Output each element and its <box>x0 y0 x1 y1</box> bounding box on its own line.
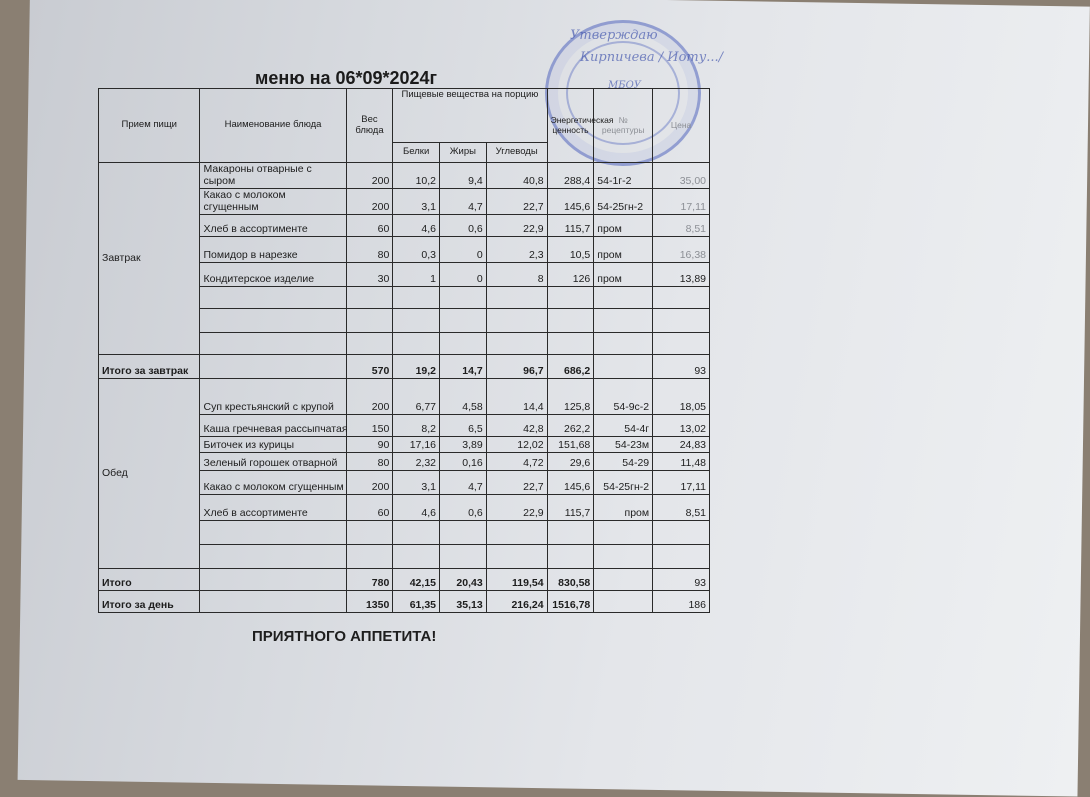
dish-fats: 3,89 <box>440 437 487 453</box>
header-energy: Энергетическая ценность <box>547 89 594 163</box>
meal-breakfast: Завтрак <box>99 163 200 355</box>
dish-price: 16,38 <box>653 237 710 263</box>
dish-name: Какао с молоком сгущенным <box>200 189 346 215</box>
dish-recipe: пром <box>594 263 653 287</box>
dish-energy: 145,6 <box>547 471 594 495</box>
dish-weight: 80 <box>346 453 393 471</box>
header-carbs: Углеводы <box>486 143 547 163</box>
signature-line-1: Утверждаю <box>570 28 658 43</box>
dish-weight: 150 <box>346 415 393 437</box>
dish-recipe: 54-23м <box>594 437 653 453</box>
header-price: Цена <box>653 89 710 163</box>
dish-price: 17,11 <box>653 189 710 215</box>
dish-proteins: 10,2 <box>393 163 440 189</box>
dish-fats: 4,7 <box>440 189 487 215</box>
header-nutrients: Пищевые вещества на порцию <box>393 89 547 143</box>
table-row <box>99 163 710 189</box>
dish-carbs: 22,7 <box>486 189 547 215</box>
menu-table <box>98 88 710 613</box>
dish-proteins: 4,6 <box>393 215 440 237</box>
dish-carbs: 8 <box>486 263 547 287</box>
menu-title: меню на 06*09*2024г <box>255 68 438 88</box>
stamp-ring-text: МБОУ <box>608 80 642 91</box>
dish-fats: 0,6 <box>440 215 487 237</box>
dish-carbs: 14,4 <box>486 379 547 415</box>
day-total-row <box>99 591 710 613</box>
dish-carbs: 22,9 <box>486 495 547 521</box>
total-fats: 35,13 <box>440 591 487 613</box>
total-proteins: 42,15 <box>393 569 440 591</box>
dish-proteins: 17,16 <box>393 437 440 453</box>
dish-fats: 0,16 <box>440 453 487 471</box>
day-total-label: Итого за день <box>99 591 200 613</box>
dish-energy: 145,6 <box>547 189 594 215</box>
dish-fats: 6,5 <box>440 415 487 437</box>
dish-weight: 200 <box>346 471 393 495</box>
dish-recipe: 54-29 <box>594 453 653 471</box>
meal-lunch: Обед <box>99 379 200 569</box>
dish-weight: 30 <box>346 263 393 287</box>
dish-energy: 10,5 <box>547 237 594 263</box>
dish-energy: 262,2 <box>547 415 594 437</box>
dish-price: 35,00 <box>653 163 710 189</box>
lunch-total-row <box>99 569 710 591</box>
dish-fats: 4,7 <box>440 471 487 495</box>
dish-price: 8,51 <box>653 215 710 237</box>
header-row-1 <box>99 89 710 143</box>
dish-proteins: 3,1 <box>393 189 440 215</box>
dish-carbs: 22,7 <box>486 471 547 495</box>
dish-carbs: 4,72 <box>486 453 547 471</box>
dish-name: Помидор в нарезке <box>200 237 346 263</box>
breakfast-total-row <box>99 355 710 379</box>
dish-proteins: 8,2 <box>393 415 440 437</box>
signature-line-2: Кирпичева / Иоту.../ <box>580 50 724 65</box>
dish-fats: 4,58 <box>440 379 487 415</box>
dish-carbs: 42,8 <box>486 415 547 437</box>
dish-name: Кондитерское изделие <box>200 263 346 287</box>
dish-name: Биточек из курицы <box>200 437 346 453</box>
breakfast-total-label: Итого за завтрак <box>99 355 200 379</box>
dish-name: Каша гречневая рассыпчатая <box>200 415 346 437</box>
total-carbs: 119,54 <box>486 569 547 591</box>
dish-recipe: пром <box>594 495 653 521</box>
dish-fats: 0 <box>440 237 487 263</box>
dish-weight: 90 <box>346 437 393 453</box>
dish-weight: 200 <box>346 163 393 189</box>
dish-price: 24,83 <box>653 437 710 453</box>
dish-energy: 125,8 <box>547 379 594 415</box>
total-fats: 14,7 <box>440 355 487 379</box>
dish-recipe: 54-1г-2 <box>594 163 653 189</box>
dish-weight: 60 <box>346 215 393 237</box>
dish-weight: 80 <box>346 237 393 263</box>
header-recipe: № рецептуры <box>594 89 653 163</box>
total-fats: 20,43 <box>440 569 487 591</box>
dish-carbs: 40,8 <box>486 163 547 189</box>
dish-proteins: 0,3 <box>393 237 440 263</box>
dish-carbs: 2,3 <box>486 237 547 263</box>
dish-proteins: 3,1 <box>393 471 440 495</box>
dish-name: Зеленый горошек отварной <box>200 453 346 471</box>
total-carbs: 96,7 <box>486 355 547 379</box>
dish-recipe: 54-4г <box>594 415 653 437</box>
total-weight: 1350 <box>346 591 393 613</box>
dish-fats: 0 <box>440 263 487 287</box>
total-carbs: 216,24 <box>486 591 547 613</box>
dish-recipe: пром <box>594 215 653 237</box>
dish-energy: 288,4 <box>547 163 594 189</box>
dish-fats: 9,4 <box>440 163 487 189</box>
total-price: 93 <box>653 355 710 379</box>
dish-energy: 151,68 <box>547 437 594 453</box>
dish-recipe: 54-25гн-2 <box>594 189 653 215</box>
header-fats: Жиры <box>440 143 487 163</box>
total-energy: 830,58 <box>547 569 594 591</box>
dish-weight: 200 <box>346 379 393 415</box>
lunch-total-label: Итого <box>99 569 200 591</box>
dish-proteins: 6,77 <box>393 379 440 415</box>
dish-energy: 115,7 <box>547 215 594 237</box>
dish-carbs: 22,9 <box>486 215 547 237</box>
dish-recipe: пром <box>594 237 653 263</box>
header-meal: Прием пищи <box>99 89 200 163</box>
dish-carbs: 12,02 <box>486 437 547 453</box>
dish-price: 11,48 <box>653 453 710 471</box>
dish-proteins: 1 <box>393 263 440 287</box>
dish-energy: 126 <box>547 263 594 287</box>
dish-weight: 200 <box>346 189 393 215</box>
dish-recipe: 54-9с-2 <box>594 379 653 415</box>
dish-fats: 0,6 <box>440 495 487 521</box>
dish-name: Макароны отварные с сыром <box>200 163 346 189</box>
dish-price: 13,02 <box>653 415 710 437</box>
total-price: 186 <box>653 591 710 613</box>
header-weight: Вес блюда <box>346 89 393 163</box>
dish-price: 13,89 <box>653 263 710 287</box>
dish-weight: 60 <box>346 495 393 521</box>
dish-name: Хлеб в ассортименте <box>200 215 346 237</box>
dish-price: 17,11 <box>653 471 710 495</box>
dish-name: Какао с молоком сгущенным <box>200 471 346 495</box>
dish-proteins: 2,32 <box>393 453 440 471</box>
header-proteins: Белки <box>393 143 440 163</box>
total-weight: 570 <box>346 355 393 379</box>
dish-name: Хлеб в ассортименте <box>200 495 346 521</box>
dish-price: 18,05 <box>653 379 710 415</box>
dish-price: 8,51 <box>653 495 710 521</box>
footer-message: ПРИЯТНОГО АППЕТИТА! <box>252 628 437 645</box>
total-weight: 780 <box>346 569 393 591</box>
total-energy: 686,2 <box>547 355 594 379</box>
header-dish: Наименование блюда <box>200 89 346 163</box>
dish-name: Суп крестьянский с крупой <box>200 379 346 415</box>
total-proteins: 19,2 <box>393 355 440 379</box>
total-proteins: 61,35 <box>393 591 440 613</box>
table-row <box>99 379 710 415</box>
dish-energy: 115,7 <box>547 495 594 521</box>
dish-recipe: 54-25гн-2 <box>594 471 653 495</box>
total-price: 93 <box>653 569 710 591</box>
dish-energy: 29,6 <box>547 453 594 471</box>
total-energy: 1516,78 <box>547 591 594 613</box>
dish-proteins: 4,6 <box>393 495 440 521</box>
